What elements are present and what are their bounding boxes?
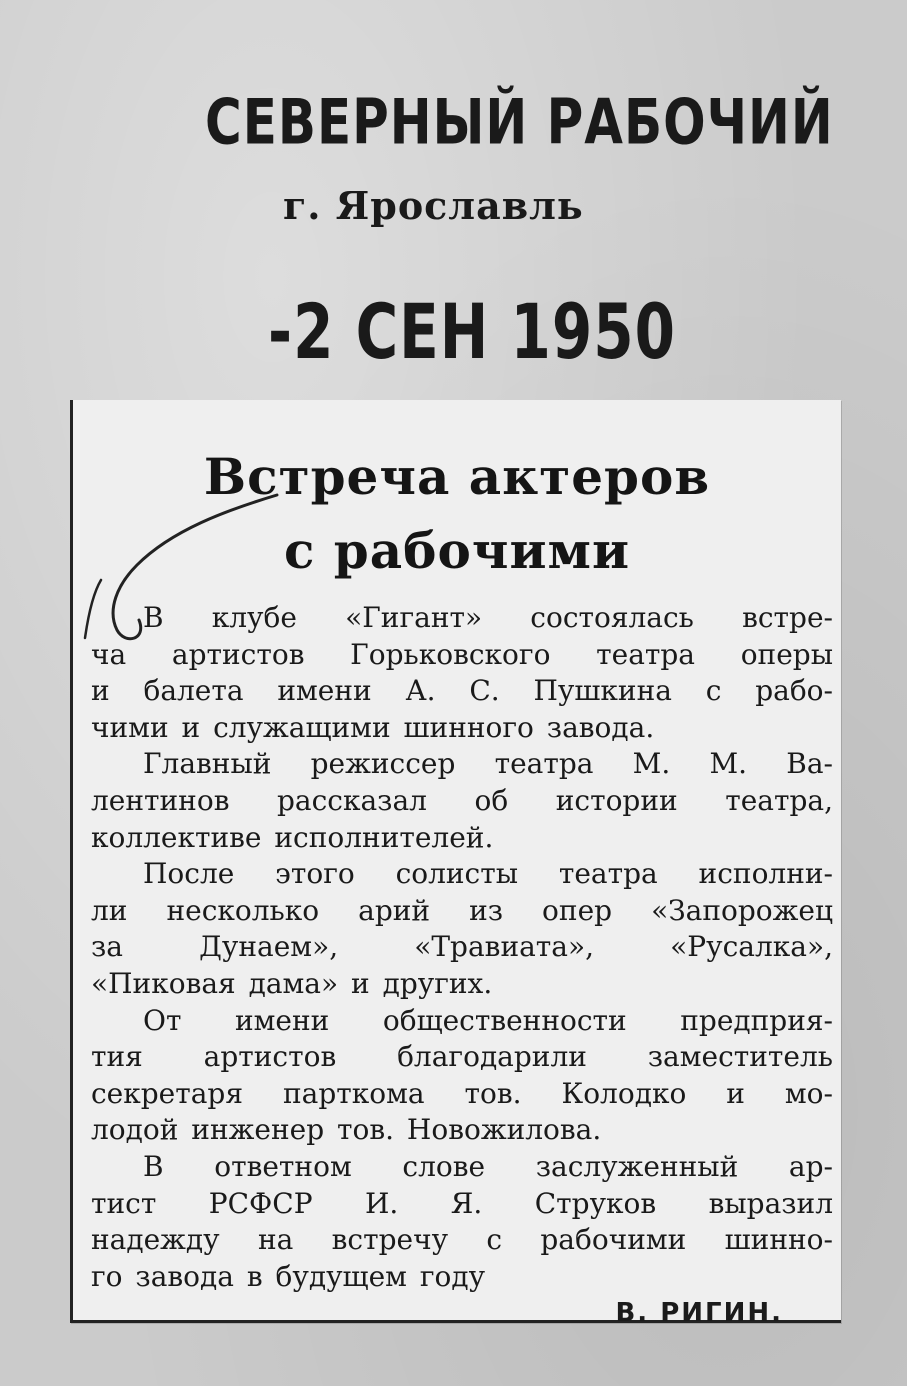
headline-line-1: Встреча актеров <box>203 447 711 506</box>
newspaper-clipping <box>70 400 841 1328</box>
body-line: тия артистов благодарили заместитель <box>91 1040 833 1074</box>
city-stamp: г. Ярославль <box>283 183 584 228</box>
body-line: за Дунаем», «Травиата», «Русалка», <box>91 930 833 964</box>
body-line: От имени общественности предприя- <box>143 1003 833 1037</box>
body-line: и балета имени А. С. Пушкина с рабо- <box>91 674 833 708</box>
body-line: ча артистов Горьковского театра оперы <box>91 637 833 671</box>
date-stamp: -2 СЕН 1950 <box>268 288 676 377</box>
body-line: Главный режиссер театра М. М. Ва- <box>143 747 833 781</box>
headline-line-2: с рабочими <box>283 521 631 580</box>
body-line: После этого солисты театра исполни- <box>143 857 833 891</box>
body-line: В ответном слове заслуженный ар- <box>143 1149 833 1183</box>
body-line: «Пиковая дама» и других. <box>91 966 493 1000</box>
body-line: го завода в будущем году <box>91 1259 486 1293</box>
article-headline <box>73 440 841 588</box>
body-line: лодой инженер тов. Новожилова. <box>91 1113 602 1147</box>
body-line: тист РСФСР И. Я. Струков выразил <box>91 1186 833 1220</box>
article-body <box>91 600 833 1295</box>
body-line: секретаря парткома тов. Колодко и мо- <box>91 1076 833 1110</box>
body-line: чими и служащими шинного завода. <box>91 710 655 744</box>
newspaper-name-stamp: СЕВЕРНЫЙ РАБОЧИЙ <box>205 86 834 159</box>
body-line: лентинов рассказал об истории театра, <box>91 783 833 817</box>
author-signature: В. РИГИН. <box>615 1298 783 1328</box>
body-line: В клубе «Гигант» состоялась встре- <box>143 601 833 634</box>
body-line: ли несколько арий из опер «Запорожец <box>91 893 833 927</box>
body-line: надежду на встречу с рабочими шинно- <box>91 1223 833 1257</box>
body-line: коллективе исполнителей. <box>91 820 494 854</box>
